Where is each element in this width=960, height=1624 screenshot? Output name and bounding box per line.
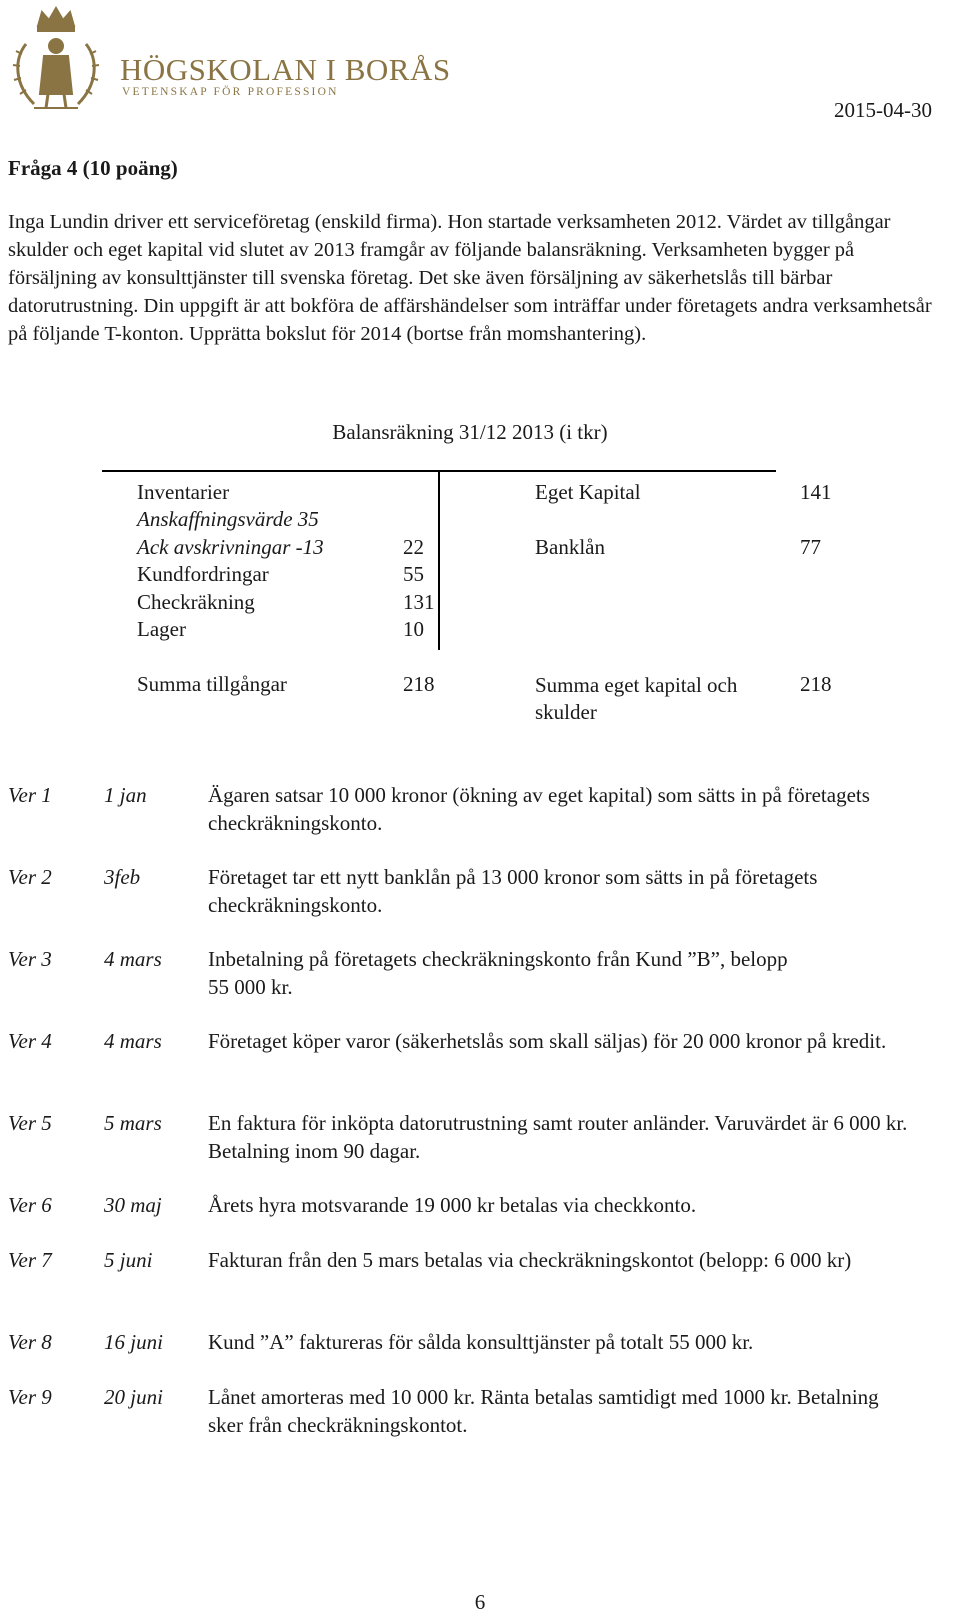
asset-label: Ack avskrivningar -13 — [137, 535, 324, 559]
voucher-number: Ver 8 — [8, 1330, 52, 1354]
voucher-text: Lånet amorteras med 10 000 kr. Ränta betalas samtidigt med 1000 kr. Betalning sker från checkräkningskontot. — [208, 1385, 879, 1437]
sum-liabilities-label: Summa eget kapital och skulder — [535, 673, 738, 724]
balance-title: Balansräkning 31/12 2013 (i tkr) — [332, 420, 608, 444]
voucher-date: 5 mars — [104, 1111, 162, 1135]
page-number: 6 — [474, 1590, 486, 1614]
voucher-number: Ver 1 — [8, 783, 52, 807]
sum-assets-value: 218 — [403, 672, 435, 696]
asset-value: 22 — [403, 535, 424, 559]
intro-paragraph: Inga Lundin driver ett serviceföretag (enskild firma). Hon startade verksamheten 2012. Värdet av tillgångar skulder och eget kapital vid slutet av 2013 framgår av följande balansräkning. Verksamheten bygger på försäljning av konsulttjänster till svenska företag. Det ske även försäljning av säkerhetslås till bärbar datorutrustning. Din uppgift är att bokföra de affärshändelser som inträffar under företagets andra verksamhetsår på följande T-konton. Upprätta bokslut för 2014 (bortse från momshantering). — [8, 211, 932, 345]
voucher-number: Ver 7 — [8, 1248, 52, 1272]
voucher-number: Ver 9 — [8, 1385, 52, 1409]
asset-label: Checkräkning — [137, 590, 255, 614]
voucher-date: 3feb — [104, 865, 141, 889]
voucher-text: Fakturan från den 5 mars betalas via checkräkningskontot (belopp: 6 000 kr) — [208, 1248, 852, 1272]
asset-label: Inventarier — [137, 480, 230, 504]
document-date: 2015-04-30 — [834, 98, 932, 122]
voucher-text: En faktura för inköpta datorutrustning samt router anländer. Varuvärdet är 6 000 kr. Betalning inom 90 dagar. — [208, 1111, 908, 1163]
asset-label: Lager — [137, 617, 186, 641]
asset-value: 10 — [403, 617, 424, 641]
sum-assets-label: Summa tillgångar — [137, 672, 287, 696]
voucher-date: 20 juni — [104, 1385, 163, 1409]
liability-label: Eget Kapital — [535, 480, 641, 504]
voucher-date: 5 juni — [104, 1248, 153, 1272]
liability-label: Banklån — [535, 535, 605, 559]
institution-tagline: VETENSKAP FÖR PROFESSION — [122, 86, 339, 98]
voucher-text: Företaget köper varor (säkerhetslås som skall säljas) för 20 000 kronor på kredit. — [208, 1029, 887, 1053]
voucher-text: Ägaren satsar 10 000 kronor (ökning av eget kapital) som sätts in på företagets checkräkningskonto. — [208, 783, 870, 835]
crest-icon — [4, 4, 108, 116]
voucher-date: 16 juni — [104, 1330, 163, 1354]
voucher-text: Företaget tar ett nytt banklån på 13 000 kronor som sätts in på företagets checkräkningskonto. — [208, 865, 818, 917]
institution-name: HÖGSKOLAN I BORÅS — [120, 52, 451, 87]
asset-value: 55 — [403, 562, 424, 586]
asset-value: 131 — [403, 590, 435, 614]
voucher-date: 4 mars — [104, 1029, 162, 1053]
voucher-text: Kund ”A” faktureras för sålda konsulttjänster på totalt 55 000 kr. — [208, 1330, 754, 1354]
voucher-text: Årets hyra motsvarande 19 000 kr betalas via checkkonto. — [208, 1193, 697, 1217]
sum-liabilities-value: 218 — [800, 672, 832, 696]
voucher-number: Ver 2 — [8, 865, 52, 889]
question-title: Fråga 4 (10 poäng) — [8, 156, 178, 180]
liability-value: 141 — [800, 480, 832, 504]
voucher-date: 4 mars — [104, 947, 162, 971]
voucher-number: Ver 4 — [8, 1029, 52, 1053]
voucher-number: Ver 5 — [8, 1111, 52, 1135]
liability-value: 77 — [800, 535, 821, 559]
asset-label: Anskaffningsvärde 35 — [137, 507, 319, 531]
voucher-date: 30 maj — [104, 1193, 162, 1217]
voucher-number: Ver 3 — [8, 947, 52, 971]
voucher-date: 1 jan — [104, 783, 147, 807]
voucher-text: Inbetalning på företagets checkräkningskonto från Kund ”B”, belopp 55 000 kr. — [208, 947, 788, 999]
balance-divider — [438, 472, 440, 650]
voucher-number: Ver 6 — [8, 1193, 52, 1217]
question-intro — [8, 208, 938, 348]
asset-label: Kundfordringar — [137, 562, 269, 586]
